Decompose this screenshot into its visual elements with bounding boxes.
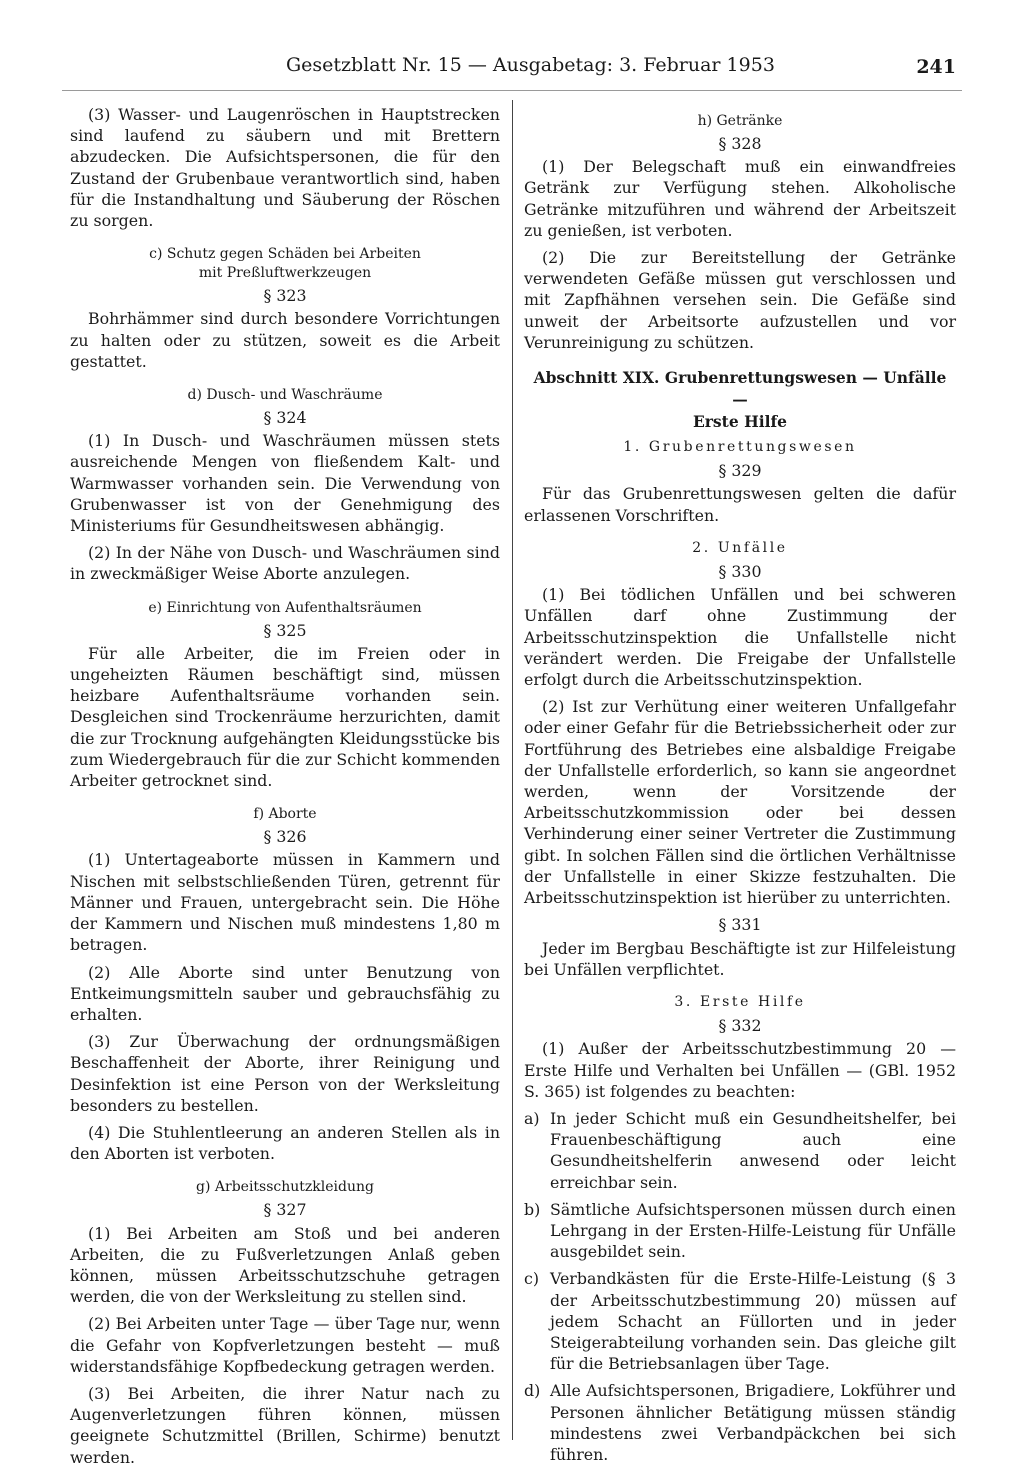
section-325: § 325 [263,620,307,640]
header-rule [62,90,962,91]
list-text-b: Sämtliche Aufsichtspersonen müssen durch einen Lehrgang in der Ersten-Hilfe-Leistung für Unfälle ausgebildet sein. [550,1199,956,1262]
heading-c [70,245,500,283]
paragraph-326-1: (1) Untertageaborte müssen in Kammern und Nischen mit selbstschließenden Türen, getrennt für Männer und Frauen, untergebracht sein. Die Höhe der Kammern und Nischen muß mindestens 1,80 m betragen. [70,850,500,955]
heading-g: g) Arbeitsschutzkleidung [196,1179,374,1196]
list-text-c: Verbandkästen für die Erste-Hilfe-Leistung (§ 3 der Arbeitsschutzbestimmung 20) müssen auf jedem Schacht an Füllorten und in jeder Steigerabteilung vorhanden sein. Das gleiche gilt für die Betriebsanlagen über Tage. [550,1269,956,1374]
paragraph-324-1: (1) In Dusch- und Waschräumen müssen stets ausreichende Mengen von fließendem Kalt- und Warmwasser vorhanden sein. Die Verwendung von Grubenwasser ist von der Genehmigung des Ministeriums für Gesundheitswesen abhängig. [70,431,500,536]
paragraph-329: Für das Grubenrettungswesen gelten die dafür erlassenen Vorschriften. [524,484,956,525]
section-326: § 326 [263,827,307,847]
list-label-a: a) [524,1108,540,1128]
list-item-b [524,1199,956,1263]
paragraph-326-4: (4) Die Stuhlentleerung an anderen Stellen als in den Aborten ist verboten. [70,1122,500,1164]
paragraph-330-1: (1) Bei tödlichen Unfällen und bei schweren Unfällen darf ohne Zustimmung der Arbeitsschutzinspektion die Unfallstelle nicht verändert werden. Die Freigabe der Unfallstelle erfolgt durch die Arbeitsschutzinspektion. [524,585,956,690]
heading-3: 3. Erste Hilfe [674,993,806,1010]
paragraph-331: Jeder im Bergbau Beschäftigte ist zur Hilfeleistung bei Unfällen verpflichtet. [524,938,956,979]
section-heading-xix [524,367,956,433]
paragraph-326-3: (3) Zur Überwachung der ordnungsmäßigen Beschaffenheit der Aborte, ihrer Reinigung und Desinfektion ist eine Person von der Werksleitung besonders zu bestellen. [70,1032,500,1115]
paragraph-328-1: (1) Der Belegschaft muß ein einwandfreies Getränk zur Verfügung stehen. Alkoholische Getränke mitzuführen und während der Arbeitszeit zu genießen, ist verboten. [524,157,956,240]
list-text-a: In jeder Schicht muß ein Gesundheitshelfer, bei Frauenbeschäftigung auch eine Gesundheitshelferin anwesend oder leicht erreichbar sein. [550,1108,956,1192]
list-text-d: Alle Aufsichtspersonen, Brigadiere, Lokführer und Personen ähnlicher Betätigung müssen ständig mindestens zwei Verbandpäckchen bei sich führen. [550,1381,956,1464]
header-title: Gesetzblatt Nr. 15 — Ausgabetag: 3. Februar 1953 [286,54,775,76]
paragraph-324-2: (2) In der Nähe von Dusch- und Waschräumen sind in zweckmäßiger Weise Aborte anzulegen. [70,543,500,584]
paragraph-323: Bohrhämmer sind durch besondere Vorrichtungen zu halten oder zu stützen, soweit es die Arbeit gestattet. [70,309,500,371]
paragraph-332-1: (1) Außer der Arbeitsschutzbestimmung 20 — Erste Hilfe und Verhalten bei Unfällen — (GBl. 1952 S. 365) ist folgendes zu beachten: [524,1039,956,1101]
paragraph-325: Für alle Arbeiter, die im Freien oder in ungeheizten Räumen beschäftigt sind, müssen heizbare Aufenthaltsräume vorhanden sein. Desgleichen sind Trockenräume herzurichten, damit die zur Trocknung aufgehängten Kleidungsstücke bis zum Wiedergebrauch für die zur Schicht kommenden Arbeiter getrocknet sind. [70,643,500,791]
section-327: § 327 [263,1200,307,1220]
paragraph-327-3: (3) Bei Arbeiten, die ihrer Natur nach zu Augenverletzungen führen können, müssen geeignete Schutzmittel (Brillen, Schirme) benutzt werden. [70,1383,500,1467]
paragraph-328-2: (2) Die zur Bereitstellung der Getränke verwendeten Gefäße müssen gut verschlossen und mit Zapfhähnen versehen sein. Die Gefäße sind unweit der Arbeitsorte aufzustellen und vor Verunreinigung zu schützen. [524,248,956,352]
left-column [70,104,500,1474]
heading-2: 2. Unfälle [692,539,788,556]
section-332: § 332 [718,1016,762,1036]
section-323: § 323 [263,286,307,306]
list-item-a [524,1108,956,1193]
section-329: § 329 [718,461,762,481]
paragraph-326-2: (2) Alle Aborte sind unter Benutzung von Entkeimungsmitteln sauber und gebrauchsfähig zu erhalten. [70,962,500,1024]
page-header [280,52,960,92]
heading-c-line2: mit Preßluftwerkzeugen [198,265,372,282]
section-331: § 331 [718,915,762,935]
list-item-c [524,1268,956,1374]
page-number: 241 [916,56,956,78]
heading-1: 1. Grubenrettungswesen [623,439,857,456]
section-heading-line2: Erste Hilfe [692,412,788,432]
section-324: § 324 [263,408,307,428]
heading-h: h) Getränke [697,113,783,129]
paragraph-roschen: (3) Wasser- und Laugenröschen in Hauptstrecken sind laufend zu säubern und mit Brettern abzudecken. Die Aufsichtspersonen, die für den Zustand der Grubenbaue verantwortlich sind, haben für die Instandhaltung und Säuberung der Röschen zu sorgen. [70,105,500,231]
paragraph-330-2: (2) Ist zur Verhütung einer weiteren Unfallgefahr oder einer Gefahr für die Betriebssicherheit oder zur Fortführung des Betriebes eine alsbaldige Freigabe der Unfallstelle erforderlich, so kann sie angeordnet werden, wenn der Vorsitzende der Arbeitsschutzkommission oder bei dessen Verhinderung einer seiner Vertreter die Zustimmung gibt. In solchen Fällen sind die örtlichen Verhältnisse der Unfallstelle in einer Skizze festzuhalten. Die Arbeitsschutzinspektion ist hierüber zu unterrichten. [524,697,956,908]
section-330: § 330 [718,562,762,582]
list-label-b: b) [524,1199,541,1219]
right-column [524,104,956,1471]
heading-e: e) Einrichtung von Aufenthaltsräumen [148,599,422,616]
section-heading-line1: Abschnitt XIX. Grubenrettungswesen — Unfälle — [533,368,947,410]
list-item-d [524,1380,956,1465]
column-divider [512,100,513,1440]
heading-c-line1: c) Schutz gegen Schäden bei Arbeiten [149,246,421,263]
list-label-c: c) [524,1269,540,1289]
paragraph-327-1: (1) Bei Arbeiten am Stoß und bei anderen Arbeiten, die zu Fußverletzungen Anlaß geben können, müssen Arbeitsschutzschuhe getragen werden, die von der Werksleitung zu stellen sind. [70,1223,500,1307]
list-label-d: d) [524,1381,541,1401]
heading-d: d) Dusch- und Waschräume [187,387,383,404]
paragraph-327-2: (2) Bei Arbeiten unter Tage — über Tage nur, wenn die Gefahr von Kopfverletzungen besteht — muß widerstandsfähige Kopfbedeckung getragen werden. [70,1314,500,1376]
heading-f: f) Aborte [253,806,317,823]
section-328: § 328 [718,134,762,153]
